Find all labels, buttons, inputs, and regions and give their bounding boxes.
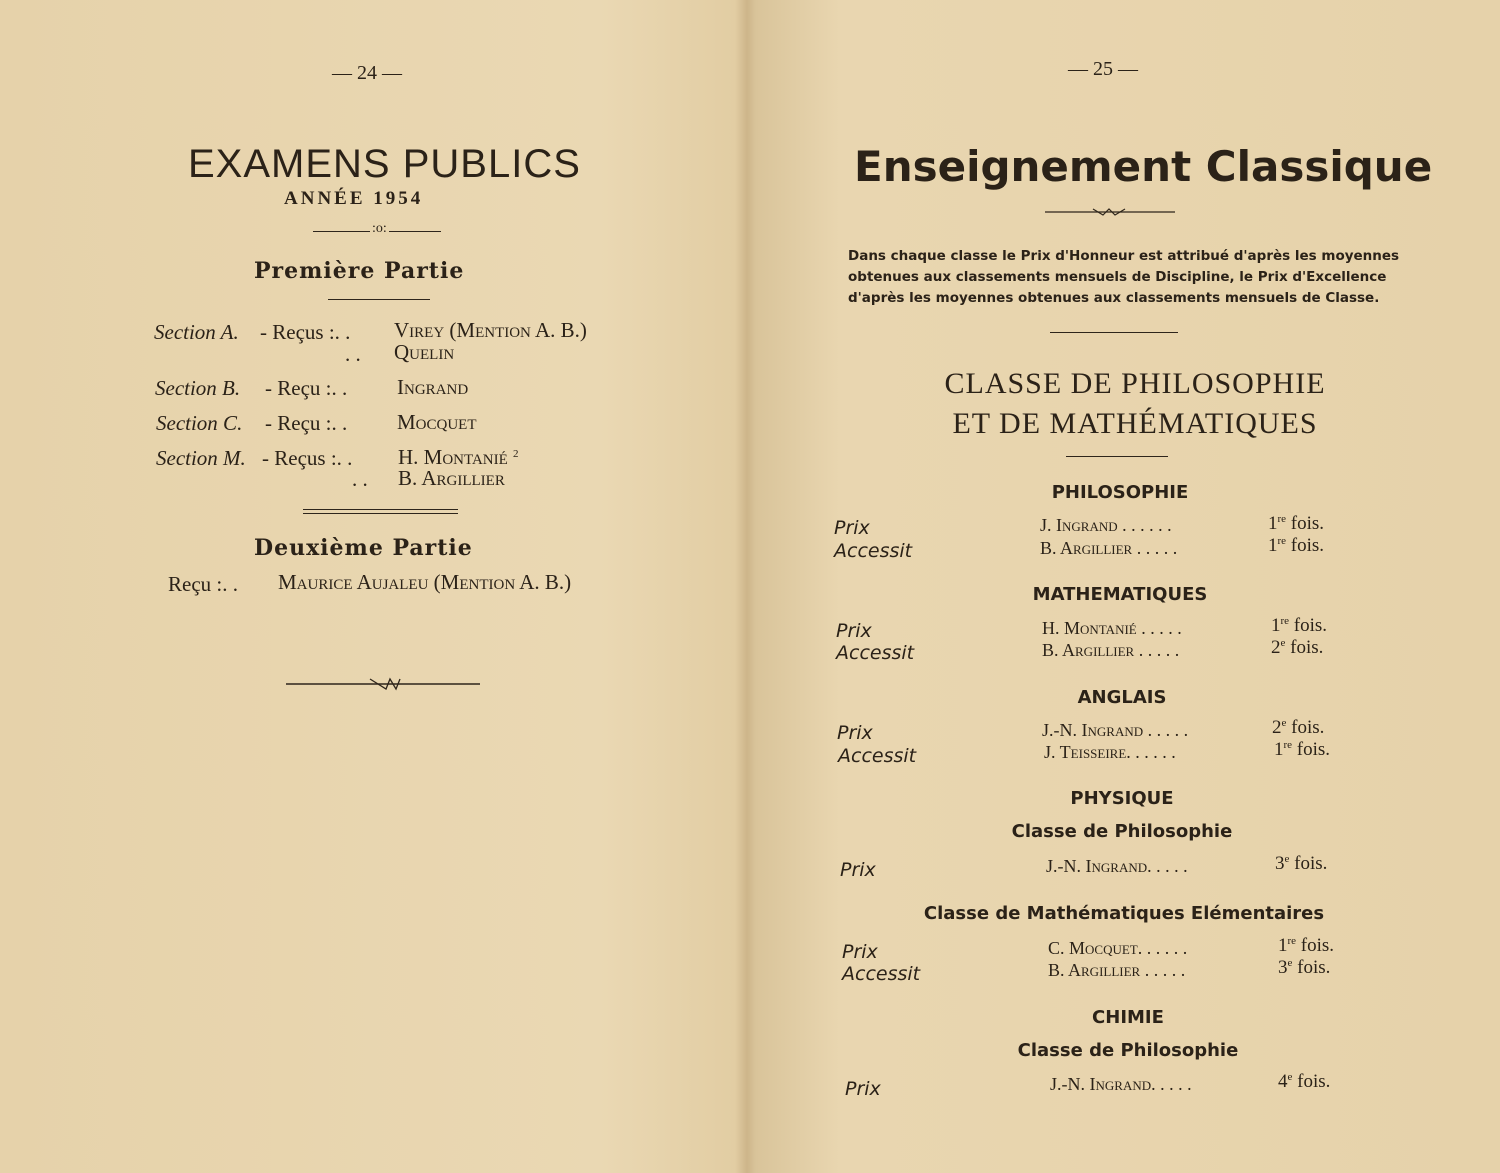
- award-label: Accessit: [834, 540, 913, 562]
- laureate-name: B. Argillier . . . . .: [1048, 960, 1186, 980]
- ordinal: 3: [1275, 853, 1285, 874]
- fois-label: fois.: [1300, 935, 1335, 956]
- ordinal: 1: [1268, 513, 1278, 534]
- fois-label: fois.: [1291, 717, 1325, 738]
- times-count: [1268, 513, 1324, 535]
- divider: [1050, 332, 1178, 333]
- page-number: — 24 —: [332, 62, 402, 84]
- fois-label: fois.: [1290, 637, 1324, 658]
- fois-label: fois.: [1290, 513, 1325, 534]
- subject-heading: CHIMIE: [1092, 1007, 1164, 1028]
- subject-heading: MATHEMATIQUES: [1032, 584, 1208, 605]
- intro-paragraph: [848, 246, 1399, 309]
- ordinal-suffix: e: [1280, 637, 1286, 649]
- ordinal: 3: [1278, 957, 1288, 978]
- laureate-name: J. Ingrand . . . . . .: [1040, 515, 1172, 535]
- fois-label: fois.: [1296, 739, 1331, 760]
- laureate-name: J. Teisseire. . . . . .: [1044, 742, 1176, 762]
- award-label: Prix: [834, 517, 870, 539]
- divider: [328, 299, 430, 300]
- subject-heading: PHYSIQUE: [1070, 788, 1174, 809]
- recipient-name: B. Argillier: [398, 466, 505, 490]
- fois-label: fois.: [1290, 535, 1325, 556]
- section-label: Section C.: [156, 411, 243, 435]
- award-label: Accessit: [838, 745, 917, 767]
- ordinal: 2: [1272, 717, 1282, 738]
- section-label: Section A.: [154, 320, 239, 344]
- laureate-name: C. Mocquet. . . . . .: [1048, 938, 1188, 958]
- fois-label: fois.: [1293, 615, 1328, 636]
- laureate-name: B. Argillier . . . . .: [1040, 538, 1178, 558]
- ordinal: 1: [1271, 615, 1281, 636]
- footnote-marker: 2: [513, 448, 519, 460]
- page-title: Enseignement Classique: [854, 142, 1433, 191]
- award-label: Accessit: [836, 642, 915, 664]
- class-subheading: Classe de Mathématiques Elémentaires: [923, 903, 1325, 924]
- intro-line: d'après les moyennes obtenues aux classements mensuels de Classe.: [848, 290, 1380, 306]
- ordinal-suffix: e: [1287, 1071, 1293, 1083]
- times-count: [1278, 1071, 1330, 1093]
- laureate-name: H. Montanié . . . . .: [1042, 618, 1182, 638]
- ornament-icon: :o:: [372, 221, 387, 236]
- recipient-name-text: H. Montanié: [398, 445, 508, 469]
- ordinal-suffix: re: [1280, 615, 1290, 627]
- page-number: — 25 —: [1068, 58, 1138, 80]
- recipient-name: Virey (Mention A. B.): [394, 318, 587, 342]
- double-divider: [303, 509, 458, 514]
- award-label: Prix: [840, 859, 876, 881]
- award-label: Accessit: [842, 963, 921, 985]
- continuation-dots: . .: [352, 467, 368, 491]
- ordinal-suffix: e: [1284, 853, 1290, 865]
- award-label: Prix: [845, 1078, 881, 1100]
- subject-heading: PHILOSOPHIE: [1051, 482, 1189, 503]
- ornament-rule: [1045, 205, 1175, 219]
- times-count: [1271, 637, 1323, 659]
- award-label: Prix: [837, 722, 873, 744]
- ordinal-suffix: e: [1281, 717, 1287, 729]
- left-page: [0, 0, 740, 1173]
- fois-label: fois.: [1297, 1071, 1331, 1092]
- recipient-name: Maurice Aujaleu (Mention A. B.): [278, 570, 572, 594]
- section-verb: - Reçu :. .: [265, 411, 348, 435]
- section-label: Section M.: [156, 446, 246, 470]
- class-subheading: Classe de Philosophie: [1011, 821, 1233, 842]
- section-verb: - Reçus :. .: [262, 446, 353, 470]
- laureate-name: J.-N. Ingrand. . . . .: [1050, 1074, 1192, 1094]
- times-count: [1268, 535, 1324, 557]
- class-title-line: CLASSE DE PHILOSOPHIE: [944, 367, 1326, 400]
- intro-line: Dans chaque classe le Prix d'Honneur est attribué d'après les moyennes: [848, 248, 1400, 264]
- ordinal: 4: [1278, 1071, 1288, 1092]
- class-subheading: Classe de Philosophie: [1017, 1040, 1239, 1061]
- ordinal-suffix: re: [1283, 739, 1293, 751]
- ordinal-suffix: re: [1277, 513, 1287, 525]
- part2-title: Deuxième Partie: [254, 535, 473, 561]
- award-label: Prix: [836, 620, 872, 642]
- ordinal-suffix: re: [1277, 535, 1287, 547]
- recipient-name: Quelin: [394, 340, 455, 364]
- subject-heading: ANGLAIS: [1077, 687, 1167, 708]
- times-count: [1275, 853, 1327, 875]
- section-verb: - Reçus :. .: [260, 320, 351, 344]
- laureate-name: J.-N. Ingrand . . . . .: [1042, 720, 1189, 740]
- ordinal: 1: [1278, 935, 1288, 956]
- times-count: [1271, 615, 1327, 637]
- times-count: [1272, 717, 1324, 739]
- ordinal: 1: [1268, 535, 1278, 556]
- recipient-name: Ingrand: [397, 375, 469, 399]
- fois-label: fois.: [1294, 853, 1328, 874]
- right-page: [750, 0, 1500, 1173]
- ordinal: 1: [1274, 739, 1284, 760]
- class-title: [810, 364, 1460, 444]
- recipient-name: Mocquet: [397, 410, 477, 434]
- year-subtitle: ANNÉE 1954: [284, 188, 424, 209]
- page-title: EXAMENS PUBLICS: [188, 142, 581, 186]
- class-title-line: ET DE MATHÉMATIQUES: [952, 407, 1318, 440]
- times-count: [1274, 739, 1330, 761]
- section-label: Section B.: [155, 376, 241, 400]
- ordinal: 2: [1271, 637, 1281, 658]
- ornament-tailpiece: [286, 676, 480, 692]
- continuation-dots: . .: [345, 342, 361, 366]
- section-verb: Reçu :. .: [168, 572, 238, 596]
- part1-title: Première Partie: [254, 258, 465, 284]
- times-count: [1278, 935, 1334, 957]
- intro-line: obtenues aux classements mensuels de Discipline, le Prix d'Excellence: [848, 269, 1387, 285]
- ordinal-suffix: re: [1287, 935, 1297, 947]
- ordinal-suffix: e: [1287, 957, 1293, 969]
- section-verb: - Reçu :. .: [265, 376, 348, 400]
- fois-label: fois.: [1297, 957, 1331, 978]
- laureate-name: J.-N. Ingrand. . . . .: [1046, 856, 1188, 876]
- divider: [1066, 456, 1168, 457]
- times-count: [1278, 957, 1330, 979]
- laureate-name: B. Argillier . . . . .: [1042, 640, 1180, 660]
- award-label: Prix: [842, 941, 878, 963]
